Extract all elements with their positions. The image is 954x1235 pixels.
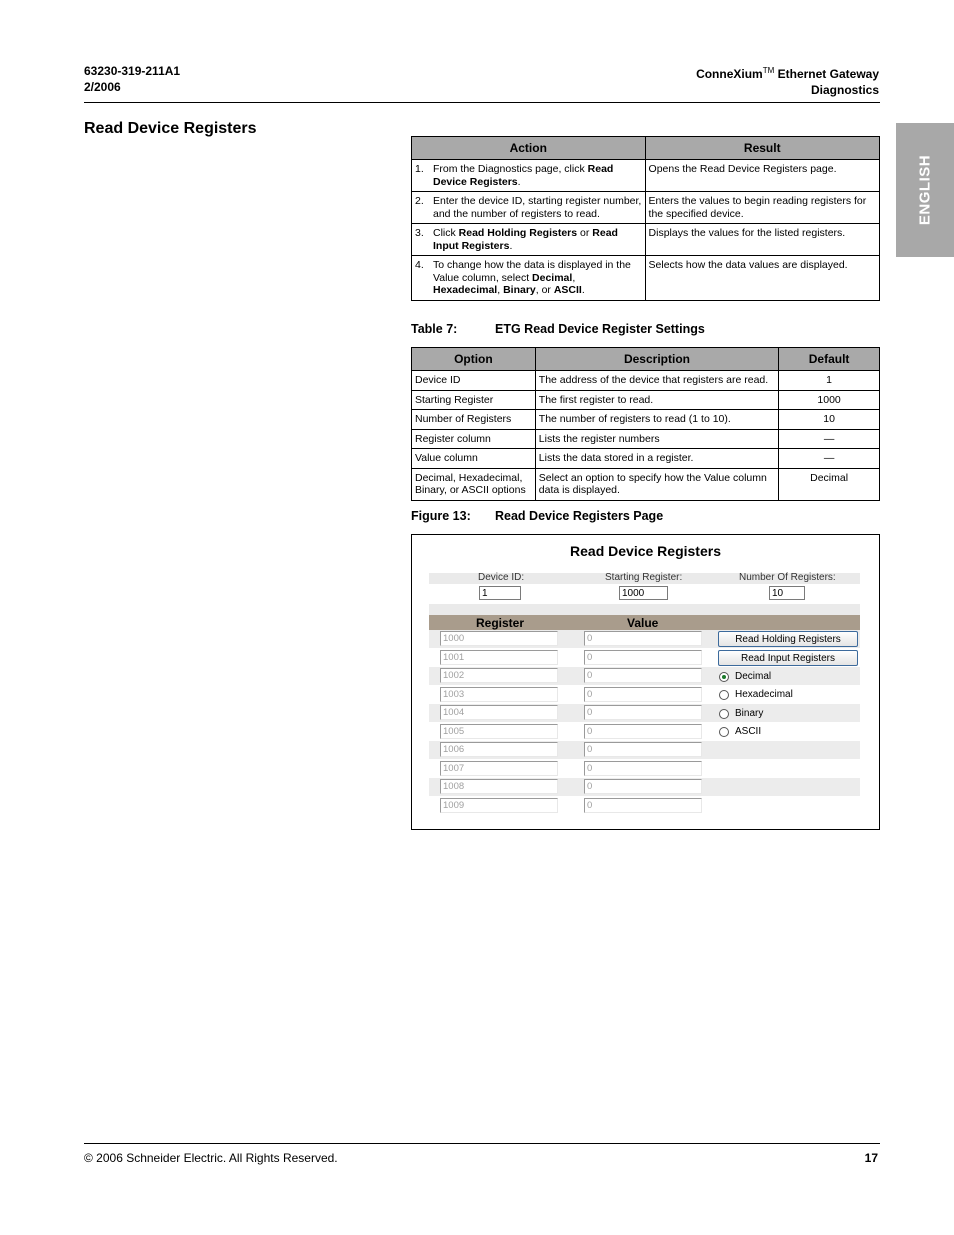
settings-table: [411, 347, 880, 501]
steps-table: [411, 136, 880, 301]
table-row: Decimal, Hexadecimal, Binary, or ASCII options Select an option to specify how the Value column data is displayed. Decimal: [412, 468, 880, 500]
value-cell: 0: [584, 798, 702, 813]
table-row: 3. Click Read Holding Registers or Read Input Registers. Displays the values for the listed registers.: [412, 224, 880, 256]
section-name: Diagnostics: [810, 83, 879, 97]
table-row: Device ID The address of the device that registers are read. 1: [412, 371, 880, 391]
header-left: [84, 63, 180, 95]
table-row: 1. From the Diagnostics page, click Read Device Registers. Opens the Read Device Registers page.: [412, 160, 880, 192]
screen-title: Read Device Registers: [570, 543, 721, 559]
value-cell: 0: [584, 705, 702, 720]
figure13-caption: Figure 13: Read Device Registers Page: [411, 509, 664, 523]
header-band: [429, 604, 860, 615]
product-title: ConneXium™ Ethernet Gateway: [696, 66, 879, 81]
device-id-input[interactable]: 1: [479, 586, 521, 600]
radio-binary[interactable]: Binary: [719, 708, 763, 720]
num-registers-input[interactable]: 10: [769, 586, 805, 600]
column-header-default: Default: [779, 348, 880, 371]
settings-header-row: [412, 348, 880, 371]
table-row: Number of Registers The number of registers to read (1 to 10). 10: [412, 410, 880, 430]
value-cell: 0: [584, 687, 702, 702]
read-device-registers-screenshot: [411, 534, 880, 830]
register-cell: 1003: [440, 687, 558, 702]
radio-unselected-icon: [719, 727, 729, 737]
header-right: [696, 63, 879, 98]
register-cell: 1007: [440, 761, 558, 776]
language-tab: ENGLISH: [896, 123, 954, 257]
radio-decimal[interactable]: Decimal: [719, 671, 771, 683]
register-cell: 1001: [440, 650, 558, 665]
value-cell: 0: [584, 779, 702, 794]
radio-ascii[interactable]: ASCII: [719, 726, 761, 738]
value-cell: 0: [584, 631, 702, 646]
page-number: 17: [864, 1151, 878, 1165]
register-table-header: [429, 615, 860, 630]
read-input-registers-button[interactable]: Read Input Registers: [718, 650, 858, 666]
doc-date: 2/2006: [84, 80, 121, 94]
register-cell: 1004: [440, 705, 558, 720]
radio-hexadecimal[interactable]: Hexadecimal: [719, 689, 793, 701]
read-holding-registers-button[interactable]: Read Holding Registers: [718, 631, 858, 647]
device-id-label: Device ID:: [478, 572, 525, 583]
starting-register-label: Starting Register:: [605, 572, 683, 583]
register-cell: 1005: [440, 724, 558, 739]
steps-header-row: [412, 137, 880, 160]
register-cell: 1008: [440, 779, 558, 794]
radio-selected-icon: [719, 672, 729, 682]
value-cell: 0: [584, 761, 702, 776]
table7-caption: Table 7: ETG Read Device Register Settings: [411, 322, 705, 336]
starting-register-input[interactable]: 1000: [619, 586, 668, 600]
copyright: © 2006 Schneider Electric. All Rights Reserved.: [84, 1151, 338, 1165]
num-registers-label: Number Of Registers:: [739, 572, 836, 583]
table-row: 2. Enter the device ID, starting register number, and the number of registers to read. Enters the values to begin reading registers for the specified device.: [412, 192, 880, 224]
column-header-description: Description: [535, 348, 778, 371]
column-header-option: Option: [412, 348, 536, 371]
footer-rule: [84, 1143, 880, 1144]
table-row: Starting Register The first register to read. 1000: [412, 390, 880, 410]
value-cell: 0: [584, 742, 702, 757]
value-cell: 0: [584, 668, 702, 683]
table-row: Register column Lists the register numbers —: [412, 429, 880, 449]
header-rule: [84, 102, 880, 103]
register-column-header: Register: [476, 616, 525, 630]
doc-number: 63230-319-211A1: [84, 64, 181, 78]
value-cell: 0: [584, 650, 702, 665]
column-header-action: Action: [412, 137, 646, 160]
column-header-result: Result: [645, 137, 879, 160]
value-cell: 0: [584, 724, 702, 739]
radio-unselected-icon: [719, 709, 729, 719]
radio-unselected-icon: [719, 690, 729, 700]
register-cell: 1009: [440, 798, 558, 813]
register-cell: 1006: [440, 742, 558, 757]
register-cell: 1000: [440, 631, 558, 646]
section-title: Read Device Registers: [84, 120, 257, 137]
value-column-header: Value: [627, 616, 659, 630]
table-row: 4. To change how the data is displayed in the Value column, select Decimal, Hexadecimal, Binary, or ASCII. Selects how the data values are displayed.: [412, 256, 880, 301]
register-cell: 1002: [440, 668, 558, 683]
table-row: Value column Lists the data stored in a register. —: [412, 449, 880, 469]
